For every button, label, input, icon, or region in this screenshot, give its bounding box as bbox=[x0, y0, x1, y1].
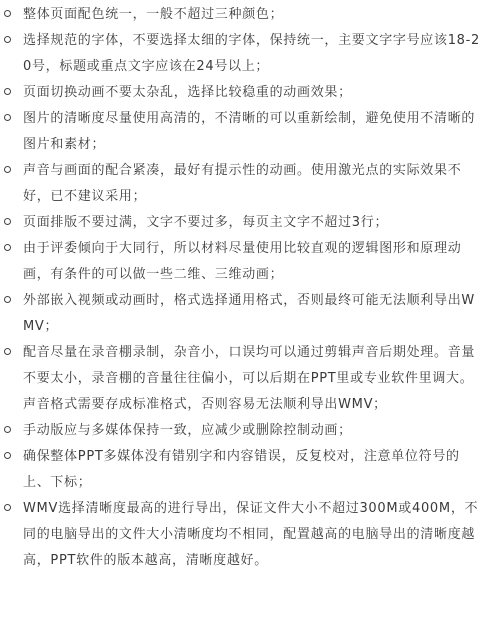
list-item-text: 声音与画面的配合紧凑，最好有提示性的动画。使用激光点的实际效果不好，已不建议采用； bbox=[23, 163, 462, 204]
list-item-text: 选择规范的字体，不要选择太细的字体，保持统一，主要文字字号应该18-20号，标题或重点文字应该在24号以上； bbox=[23, 33, 481, 74]
list-item-text: 手动版应与多媒体保持一致，应减少或删除控制动画； bbox=[23, 423, 352, 438]
list-item-text: 图片的清晰度尽量使用高清的，不清晰的可以重新绘制，避免使用不清晰的图片和素材； bbox=[23, 111, 476, 152]
bullet-circle-icon bbox=[4, 114, 11, 121]
bullet-circle-icon bbox=[4, 218, 11, 225]
list-item-text: 配音尽量在录音棚录制，杂音小，口误均可以通过剪辑声音后期处理。音量不要太小，录音棚的音量往往偏小，可以后期在PPT里或专业软件里调大。声音格式需要存成标准格式，否则容易无法顺利导出WMV； bbox=[23, 345, 476, 412]
list-item-text: WMV选择清晰度最高的进行导出，保证文件大小不超过300M或400M，不同的电脑导出的文件大小清晰度均不相同，配置越高的电脑导出的清晰度越高，PPT软件的版本越高，清晰度越好。 bbox=[23, 501, 479, 568]
list-item-text: 页面切换动画不要太杂乱，选择比较稳重的动画效果； bbox=[23, 85, 352, 100]
list-item bbox=[3, 444, 481, 496]
list-item-text: 页面排版不要过满，文字不要过多，每页主文字不超过3行； bbox=[23, 215, 389, 230]
bullet-circle-icon bbox=[4, 426, 11, 433]
list-item-text: 确保整体PPT多媒体没有错别字和内容错误，反复校对，注意单位符号的上、下标； bbox=[23, 449, 460, 490]
list-item bbox=[3, 288, 481, 340]
bullet-circle-icon bbox=[4, 10, 11, 17]
bullet-circle-icon bbox=[4, 296, 11, 303]
bullet-circle-icon bbox=[4, 244, 11, 251]
bullet-circle-icon bbox=[4, 452, 11, 459]
list-item bbox=[3, 496, 481, 574]
list-item bbox=[3, 236, 481, 288]
list-item bbox=[3, 2, 481, 28]
list-item bbox=[3, 80, 481, 106]
list-item bbox=[3, 158, 481, 210]
bullet-circle-icon bbox=[4, 348, 11, 355]
list-item bbox=[3, 28, 481, 80]
bullet-circle-icon bbox=[4, 166, 11, 173]
list-item bbox=[3, 340, 481, 418]
bullet-list bbox=[3, 2, 481, 574]
bullet-circle-icon bbox=[4, 504, 11, 511]
list-item-text: 整体页面配色统一，一般不超过三种颜色； bbox=[23, 7, 284, 22]
list-item bbox=[3, 106, 481, 158]
bullet-circle-icon bbox=[4, 88, 11, 95]
list-item-text: 外部嵌入视频或动画时，格式选择通用格式，否则最终可能无法顺利导出WMV； bbox=[23, 293, 475, 334]
list-item-text: 由于评委倾向于大同行，所以材料尽量使用比较直观的逻辑图形和原理动画，有条件的可以做一些二维、三维动画； bbox=[23, 241, 462, 282]
list-item bbox=[3, 210, 481, 236]
list-item bbox=[3, 418, 481, 444]
bullet-circle-icon bbox=[4, 36, 11, 43]
